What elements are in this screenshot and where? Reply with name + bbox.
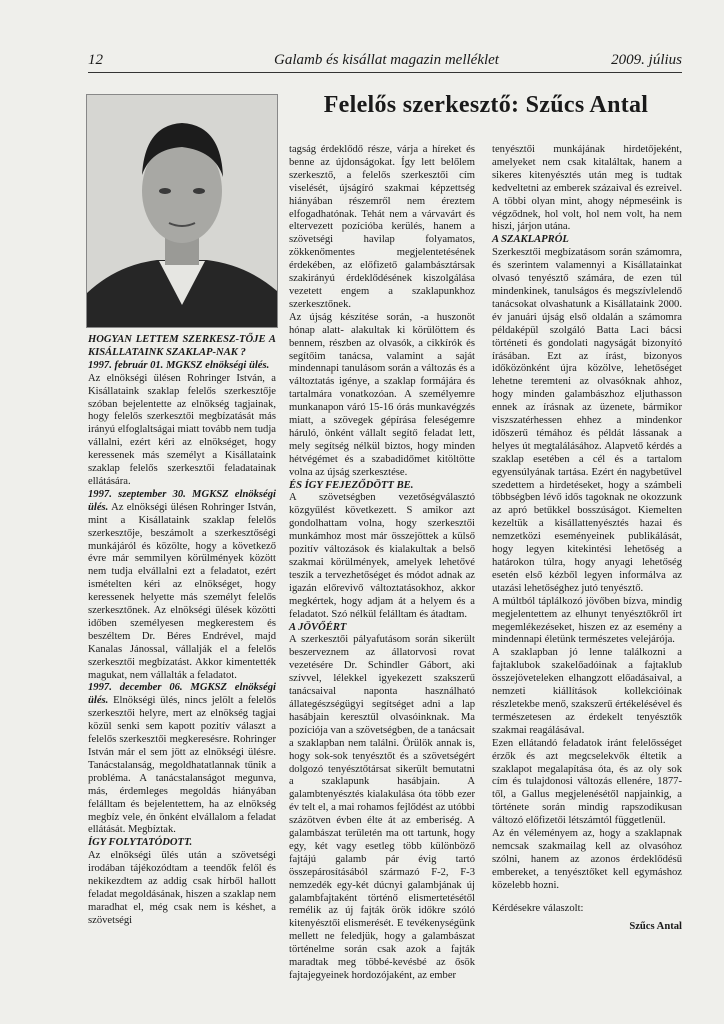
paragraph: Szerkesztői megbízatásom során számomra, és szerintem valamennyi a Kisállatainkat olvasó tenyésztő számára, de ezen túl mindenkinek, tanulságos és megszívlelendő tanácsokat olvashatunk a Kisállataink 2000. év januári újság első oldalán a számomra példaképül szolgáló Batta Laci bácsi történeti és gondolati nagyságát bizonyító írásában. Ezt az írást, bizonyos időközönként újra közölve, lehetőséget lehetne teremteni az olvasóknak ahhoz, hogy minden galambászhoz eljuthasson ennek az írásnak az üzenete, bármikor viszszatérhessen ehhez a mindenkor időszerű témához és példát lássanak a helyes út megtalálásához. Alapvető kérdés a szaklap esetében a cél és a tartalom egyensúlyának tartása. Ezért én nagybetűvel szedettem a hirdetéseket, hogy a számbeli többségben lévő idős tagoknak ne okozzunk az apró betűkkel bosszúságot. Kiemelten kezeltük a kisállattenyésztés hazai és nemzetközi eseményeinek publikálását, hogy legyen kitekintési lehetőség a határokon túlra, hogy anyagi lehetőség esetén első kézből legyen informálva az utazási lehetőséghez jutó tenyésztő.: [492, 247, 682, 594]
author-portrait-photo: [86, 94, 278, 328]
running-header: [88, 52, 682, 73]
entry-date: 1997. február 01. MGKSZ elnökségi ülés.: [88, 359, 270, 371]
article-title: Felelős szerkesztő: Szűcs Antal: [323, 92, 649, 118]
paragraph: Ezen ellátandó feladatok iránt felelősséget érzők és azt megcselekvők éltetik a szaklapot megalapítása óta, és az oly sok cím és tulajdonosi változás ellenére, 1877-től, a Gallus megjelenésétől napjainkig, a története során mindig rapszodikusan változó előfizetői létszámtól függetlenül.: [492, 737, 682, 827]
page-number: 12: [88, 52, 103, 68]
issue-date: 2009. július: [611, 52, 682, 68]
paragraph: Az elnökségi ülés után a szövetségi irodában tájékozódtam a teendők felől és nekikezdtem az addig csak hírből hallott feladat megoldásának, hiszen a szaklap nem maradhat el, még csak nem is késhet, a szövetségi: [88, 850, 276, 926]
subheading: ÍGY FOLYTATÓDOTT.: [88, 837, 193, 849]
subheading: ÉS ÍGY FEJEZŐDÖTT BE.: [289, 479, 414, 491]
column-left: [88, 334, 276, 954]
author-signature: Szűcs Antal: [629, 921, 682, 933]
section-heading: HOGYAN LETTEM SZERKESZ-TŐJE A KISÁLLATAINK SZAKLAP-NAK ?: [88, 334, 276, 358]
paragraph: A szaklapban jó lenne találkozni a fajtaklubok szakelőadóinak a fajtaklub összejöveteleken elhangzott előadásaival, a nemzeti kiállítások kollekcióinak részletekbe menő, szakszerű értékelésével és természetesen az érdekelt tenyésztők szakmai reagálásával.: [492, 647, 682, 736]
paragraph: tenyésztői munkájának hirdetőjeként, amelyeket nem csak kitaláltak, hanem a sikeres kitenyésztés után meg is tudtak kedveltetni az emberek százaival és ezreivel. A többi olyan mint, ahogy népmeséink is végződnek, hol volt, hol nem volt, ha nem hiszi, járjon utána.: [492, 144, 682, 233]
magazine-title: Galamb és kisállat magazin melléklet: [274, 52, 499, 68]
interview-note: Kérdésekre válaszolt:: [492, 902, 584, 914]
entry-date: 1997. szeptember 30. MGKSZ elnökségi ülés.: [88, 488, 276, 513]
column-right: [492, 144, 682, 944]
paragraph: A szerkesztői pályafutásom során sikerült beszerveznem az állatorvosi rovat vezetésére Dr. Schindler Gábort, aki szívvel, lélekkel igyekezett szakszerű tanácsaival naponta használható állategészségügyi segítséget adni a lap hasábjain keresztül olvasóinknak. Ma pozíciója van a szövetségben, de a tanácsait a szaklapban nem találni. Örülök annak is, hogy sok-sok tenyésztőt és a szövetségért dolgozó tenyésztőtársat sikerült bemutatni a szaklapunk hasábjain. A galambtenyésztés kialakulása óta több ezer év telt el, a mai rohamos fejlődést az utóbbi százötven évben élte át az emberiség. A galambászat területén ma ott tartunk, hogy egy, két vagy esetleg több különböző fajtájú galamb pár évig tartó összepárosításából származó F-2, F-3 nemzedék egy-két dúcnyi galambjának új galambfajtaként történő elismertetésétől remélik az új fajták örök időkre szóló kitenyésztői elismerését. E tevékenységünk mellett ne feledjük, hogy a galambászat történelme során csak azok a fajták maradtak meg többé-kevésbé az ősök fajtajegyeinek hordozójaként, az ember: [289, 634, 475, 981]
paragraph: tagság érdeklődő része, várja a híreket és benne az újdonságokat. Így lett belőlem szerkesztő, a felelős szerkesztői cím viselését, újságíró szakmai képzettség hiányában részemről nem éreztem elfogadhatónak. Tehát nem a várvavárt és eltervezett pozícióba kerülés, hanem a szövetségi havilap folyamatos, zökkenőmentes megjelentetésének érdekében, az előfizető galambásztársak szakirányú érdeklődésének kiszolgálása vezetett engem a szaklapunkhoz szerkesztőnek.: [289, 144, 475, 310]
subheading: A SZAKLAPRÓL: [492, 234, 569, 246]
paragraph: Az én véleményem az, hogy a szaklapnak nemcsak szakmailag kell az olvasóhoz szólni, hanem az azonos érdeklődésű embereket, a tenyésztőket kell egymáshoz közelebb hozni.: [492, 828, 682, 891]
column-middle: [289, 144, 475, 981]
paragraph: Az elnökségi ülésen Rohringer István, mint a Kisállataink szaklap felelős szerkesztője, beszámolt a szerkesztőségi munkájáról és közölte, hogy a következő évre már semmilyen körülmények között nem tudja elvállalni ezt a feladatot, ezért ismételten kéri az elnökséget, hogy keressenek helyette más személyt felelős szerkesztőnek. Az elnökségi ülések közötti időben személyesen megkerestem és beszéltem Dr. Béres Endrével, majd Kanalas Jánossal, vállalják el a felelős szerkesztői megbízatást. Akkor kimentették magukat, nem vállalták a feladatot.: [88, 501, 276, 681]
paragraph: A múltból táplálkozó jövőben bízva, mindig megjelentettem az elhunyt tenyésztőkről írt megemlékezéseket, hiszen ez az esemény a mindennapi életünk természetes velejárója.: [492, 595, 682, 646]
paragraph: A szövetségben vezetőségválasztó közgyűlést következett. S amikor azt gondolhattam volna, hogy szerkesztői munkámhoz most már összejöttek a külső pozitív változások és kialakultak a belső szakmai körülmények, amelyek lehetővé teszik a tervezhetőséget és módot adnak az igazán előrevivő változtatásokhoz, akkor megkértek, hogy adjam át a helyem és a feladatot. Szó nélkül felálltam és átadtam.: [289, 492, 475, 620]
paragraph: Az elnökségi ülésen Rohringer István, a Kisállataink szaklap felelős szerkesztője szóban bejelentette az elnökség tagjainak, hogy felelős szerkesztői megbízatását más irányú elfoglaltságai miatt tovább nem tudja vállalni, ezért kéri az elnökséget, hogy keressenek más személyt a Kisállataink szaklap felelős szerkesztői feladatainak ellátására.: [88, 372, 276, 487]
paragraph: Elnökségi ülés, nincs jelölt a felelős szerkesztői helyre, mert az elnökség tagjai közül senki sem kapott pozitív választ a felelős szerkesztői megkeresésre. Rohringer István már el sem jött az elnökségi ülésre. Tanácstalanság, megoldhatatlannak tűnik a probléma. A tanácstalanságot megunva, más, érdemleges megoldás hiányában felálltam és bejelentettem, ha az elnökség megbíz vele, én önként elvállalom a feladat ellátását. Megbíztak.: [88, 695, 276, 836]
paragraph: Az újság készítése során, -a huszonöt hónap alatt- alakultak ki körülöttem és bennem, részben az olvasók, a cikkírók és segítőim tanácsa, valamint a saját mindennapi tanulásom során a változás és a változtatás igénye, a szaklap formájára és tartalmára vonatkozóan. A személyemre munkanapon váró 15-16 órás munkavégzés miatt, a szövegek gépírása feleségemre háruló, önként vállalt segítő feladat lett, mely segítség nélkül biztos, hogy minden hétvégémet és a szabadidőmet kitöltötte volna az újság szerkesztése.: [289, 311, 475, 478]
entry-date: 1997. december 06. MGKSZ elnökségi ülés.: [88, 682, 276, 707]
subheading: A JÖVŐÉRT: [289, 621, 347, 633]
